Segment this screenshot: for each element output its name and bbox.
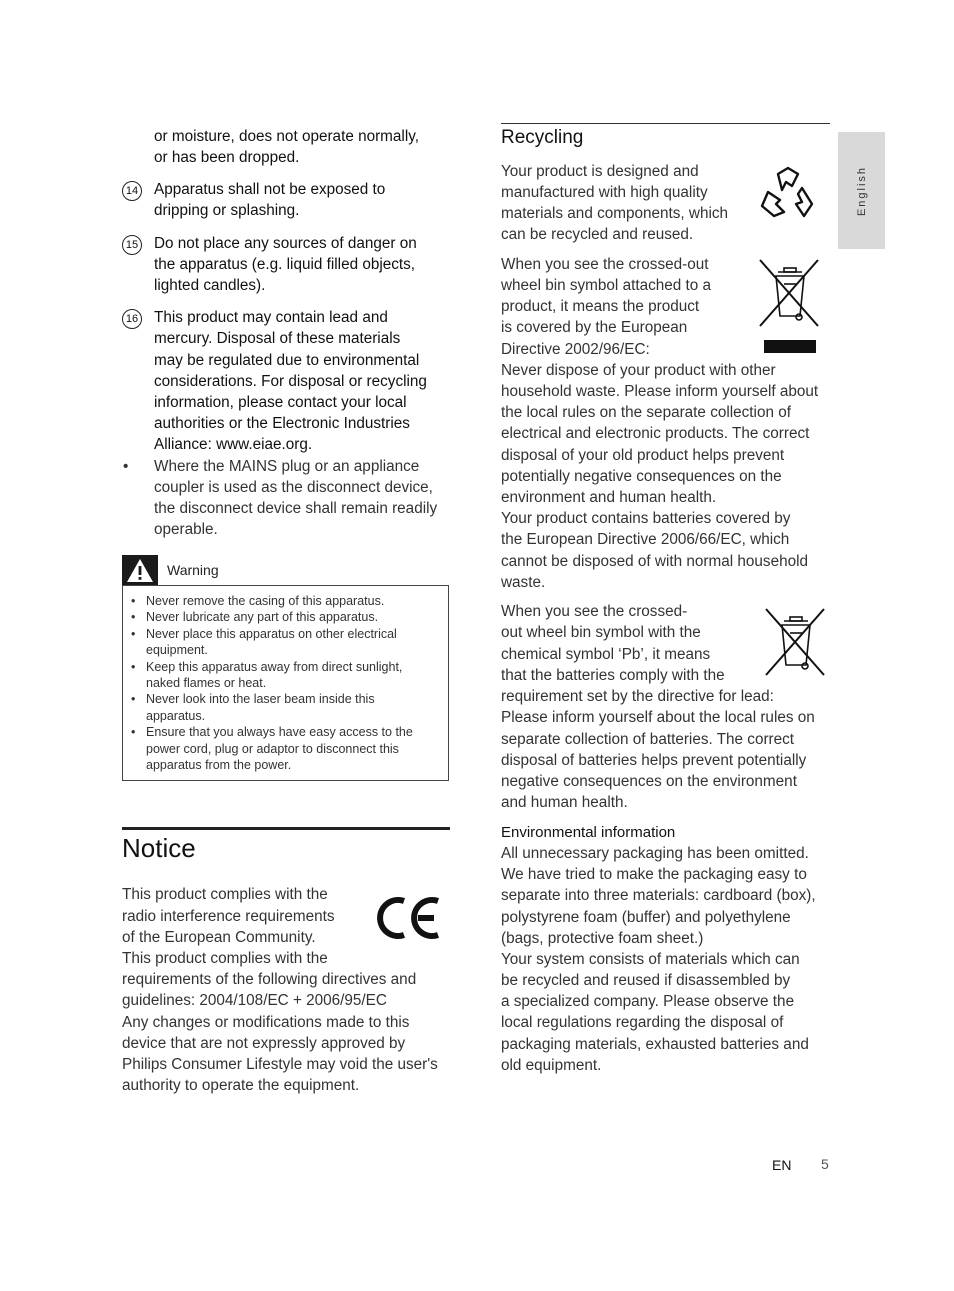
warning-bullet: • xyxy=(131,725,136,739)
recycling-para1-line: Your product is designed and xyxy=(501,163,699,180)
warning-item: Never place this apparatus on other electrical xyxy=(146,627,397,641)
recycling-para2-line: the European Directive 2006/66/EC, which xyxy=(501,531,790,548)
language-tab xyxy=(838,132,885,249)
recycling-para3-line: chemical symbol ‘Pb’, it means xyxy=(501,646,711,663)
warning-bullet: • xyxy=(131,610,136,624)
recycling-para1-line: manufactured with high quality xyxy=(501,184,708,201)
notice-line: Philips Consumer Lifestyle may void the user's xyxy=(122,1056,438,1073)
warning-bullet: • xyxy=(131,692,136,706)
warning-item: equipment. xyxy=(146,643,208,657)
recycling-para2-line: disposal of your old product helps prevent xyxy=(501,447,785,464)
warning-item: apparatus from the power. xyxy=(146,758,292,772)
notice-line: of the European Community. xyxy=(122,929,316,946)
recycling-para3-line: and human health. xyxy=(501,794,628,811)
recycling-para3-line: When you see the crossed- xyxy=(501,603,688,620)
warning-title: Warning xyxy=(167,562,219,578)
recycling-para1-line: materials and components, which xyxy=(501,205,729,222)
recycle-icon xyxy=(756,164,820,228)
bullet-line: Where the MAINS plug or an appliance xyxy=(154,458,420,475)
warning-item: naked flames or heat. xyxy=(146,676,267,690)
item-line: authorities or the Electronic Industries xyxy=(154,415,410,432)
env-line: a specialized company. Please observe the xyxy=(501,993,795,1010)
item-line: Apparatus shall not be exposed to xyxy=(154,181,386,198)
warning-header-block xyxy=(122,555,158,585)
recycling-para3-line: requirement set by the directive for lead: xyxy=(501,688,774,705)
warning-item: Keep this apparatus away from direct sunlight, xyxy=(146,660,403,674)
item-line: lighted candles). xyxy=(154,277,266,294)
recycling-para2-line: wheel bin symbol attached to a xyxy=(501,277,712,294)
env-line: old equipment. xyxy=(501,1057,602,1074)
env-line: packaging materials, exhausted batteries and xyxy=(501,1036,809,1053)
item-line: the apparatus (e.g. liquid filled objects, xyxy=(154,256,416,273)
bullet-dot: • xyxy=(123,458,129,475)
recycling-para3-line: Please inform yourself about the local rules on xyxy=(501,709,815,726)
env-line: All unnecessary packaging has been omitted. xyxy=(501,845,809,862)
warning-item: power cord, plug or adaptor to disconnect this xyxy=(146,742,399,756)
warning-bullet: • xyxy=(131,660,136,674)
warning-item: Never remove the casing of this apparatus. xyxy=(146,594,385,608)
recycling-para2-line: household waste. Please inform yourself about xyxy=(501,383,819,400)
crossed-bin-pb-icon xyxy=(762,607,828,681)
recycling-para2-line: potentially negative consequences on the xyxy=(501,468,782,485)
item-line: dripping or splashing. xyxy=(154,202,300,219)
notice-line: radio interference requirements xyxy=(122,908,335,925)
recycling-para3-line: that the batteries comply with the xyxy=(501,667,725,684)
item-line: Alliance: www.eiae.org. xyxy=(154,436,313,453)
recycling-para2-line: When you see the crossed-out xyxy=(501,256,709,273)
notice-line: This product complies with the xyxy=(122,886,328,903)
notice-title: Notice xyxy=(122,833,196,863)
page-number: 5 xyxy=(821,1156,829,1172)
recycling-para3-line: out wheel bin symbol with the xyxy=(501,624,701,641)
notice-line: device that are not expressly approved by xyxy=(122,1035,406,1052)
bullet-line: the disconnect device shall remain readily xyxy=(154,500,438,517)
notice-rule xyxy=(122,827,450,830)
recycling-para2-line: Never dispose of your product with other xyxy=(501,362,776,379)
bullet-line: coupler is used as the disconnect device, xyxy=(154,479,433,496)
recycling-para3-line: disposal of batteries helps prevent potentially xyxy=(501,752,807,769)
warning-item: Never lubricate any part of this apparatus. xyxy=(146,610,379,624)
recycling-para2-line: Your product contains batteries covered by xyxy=(501,510,791,527)
continued-line: or has been dropped. xyxy=(154,149,300,166)
env-line: We have tried to make the packaging easy to xyxy=(501,866,807,883)
env-line: local regulations regarding the disposal of xyxy=(501,1014,784,1031)
ce-mark-icon xyxy=(376,893,442,943)
item-line: considerations. For disposal or recycling xyxy=(154,373,427,390)
recycling-para2-line: electrical and electronic products. The correct xyxy=(501,425,810,442)
bullet-line: operable. xyxy=(154,521,218,538)
notice-line: authority to operate the equipment. xyxy=(122,1077,360,1094)
warning-bullet: • xyxy=(131,627,136,641)
warning-triangle-icon xyxy=(122,555,158,585)
item-number-badge: 14 xyxy=(122,181,142,201)
env-line: be recycled and reused if disassembled by xyxy=(501,972,791,989)
notice-line: guidelines: 2004/108/EC + 2006/95/EC xyxy=(122,992,387,1009)
recycling-title: Recycling xyxy=(501,127,584,148)
env-title: Environmental information xyxy=(501,824,676,841)
recycling-para2-line: is covered by the European xyxy=(501,319,688,336)
recycling-para2-line: Directive 2002/96/EC: xyxy=(501,341,650,358)
item-line: information, please contact your local xyxy=(154,394,407,411)
recycling-para3-line: negative consequences on the environment xyxy=(501,773,797,790)
warning-item: Never look into the laser beam inside this xyxy=(146,692,375,706)
item-line: This product may contain lead and xyxy=(154,309,388,326)
footer-lang: EN xyxy=(772,1157,792,1173)
notice-line: Any changes or modifications made to this xyxy=(122,1014,410,1031)
recycling-para2-line: product, it means the product xyxy=(501,298,700,315)
recycling-para3-line: separate collection of batteries. The correct xyxy=(501,731,795,748)
item-line: Do not place any sources of danger on xyxy=(154,235,417,252)
item-line: mercury. Disposal of these materials xyxy=(154,330,401,347)
recycling-rule xyxy=(501,123,830,124)
item-number-badge: 15 xyxy=(122,235,142,255)
item-line: may be regulated due to environmental xyxy=(154,352,420,369)
warning-item: apparatus. xyxy=(146,709,206,723)
recycling-para1-line: can be recycled and reused. xyxy=(501,226,694,243)
env-line: separate into three materials: cardboard (box), xyxy=(501,887,816,904)
notice-line: requirements of the following directives and xyxy=(122,971,417,988)
warning-bullet: • xyxy=(131,594,136,608)
recycling-para2-line: environment and human health. xyxy=(501,489,717,506)
env-line: polystyrene foam (buffer) and polyethylene xyxy=(501,909,791,926)
ce-mark-label: CE xyxy=(376,893,378,894)
env-line: (bags, protective foam sheet.) xyxy=(501,930,704,947)
warning-item: Ensure that you always have easy access to the xyxy=(146,725,413,739)
env-line: Your system consists of materials which can xyxy=(501,951,800,968)
recycling-para2-line: the local rules on the separate collection of xyxy=(501,404,791,421)
notice-line: This product complies with the xyxy=(122,950,328,967)
continued-line: or moisture, does not operate normally, xyxy=(154,128,419,145)
recycling-para2-line: waste. xyxy=(501,574,546,591)
item-number-badge: 16 xyxy=(122,309,142,329)
crossed-bin-icon xyxy=(756,256,822,354)
language-tab-label: English xyxy=(855,165,868,216)
recycling-para2-line: cannot be disposed of with normal household xyxy=(501,553,808,570)
